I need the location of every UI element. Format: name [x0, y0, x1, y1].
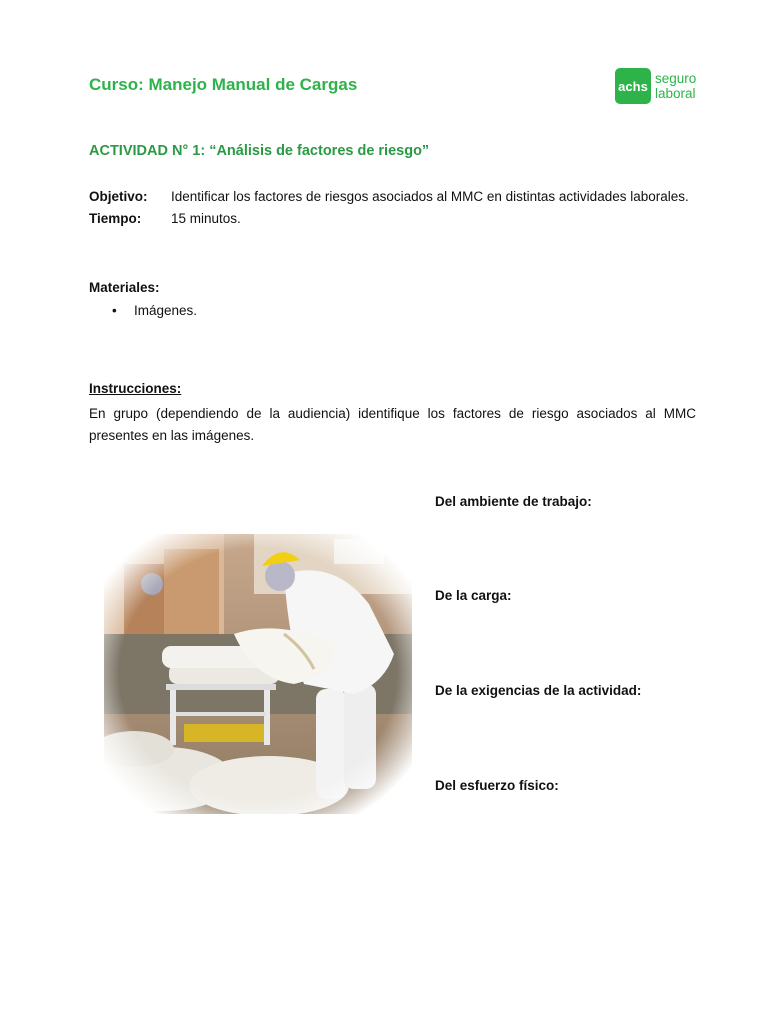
bullet-dot: • — [112, 303, 117, 318]
logo-line-1: seguro — [655, 71, 697, 86]
factor-load: De la carga: — [435, 588, 512, 603]
achs-logo — [615, 68, 696, 104]
worker-photo — [104, 534, 412, 814]
logo-text — [655, 71, 696, 101]
course-title: Curso: Manejo Manual de Cargas — [89, 75, 358, 94]
factor-work-environment: Del ambiente de trabajo: — [435, 494, 592, 509]
activity-title: ACTIVIDAD N° 1: “Análisis de factores de riesgo” — [89, 143, 430, 159]
factor-activity-demands: De la exigencias de la actividad: — [435, 683, 642, 698]
logo-line-2: laboral — [655, 86, 696, 101]
instructions-label: Instrucciones: — [89, 381, 182, 396]
materials-item — [112, 303, 197, 318]
instructions-text: En grupo (dependiendo de la audiencia) identifique los factores de riesgo asociados al MMC presentes en las imágenes. — [89, 406, 696, 443]
time-label: Tiempo: — [89, 211, 142, 226]
materials-item-text: Imágenes. — [134, 303, 198, 318]
factor-physical-effort: Del esfuerzo físico: — [435, 778, 559, 793]
objective-row — [89, 189, 689, 204]
time-value: 15 minutos. — [171, 211, 241, 226]
objective-label: Objetivo: — [89, 189, 148, 204]
logo-badge: achs — [615, 68, 651, 104]
materials-label: Materiales: — [89, 280, 160, 295]
objective-value: Identificar los factores de riesgos asociados al MMC en distintas actividades laborales. — [171, 189, 689, 204]
time-row — [89, 211, 241, 226]
